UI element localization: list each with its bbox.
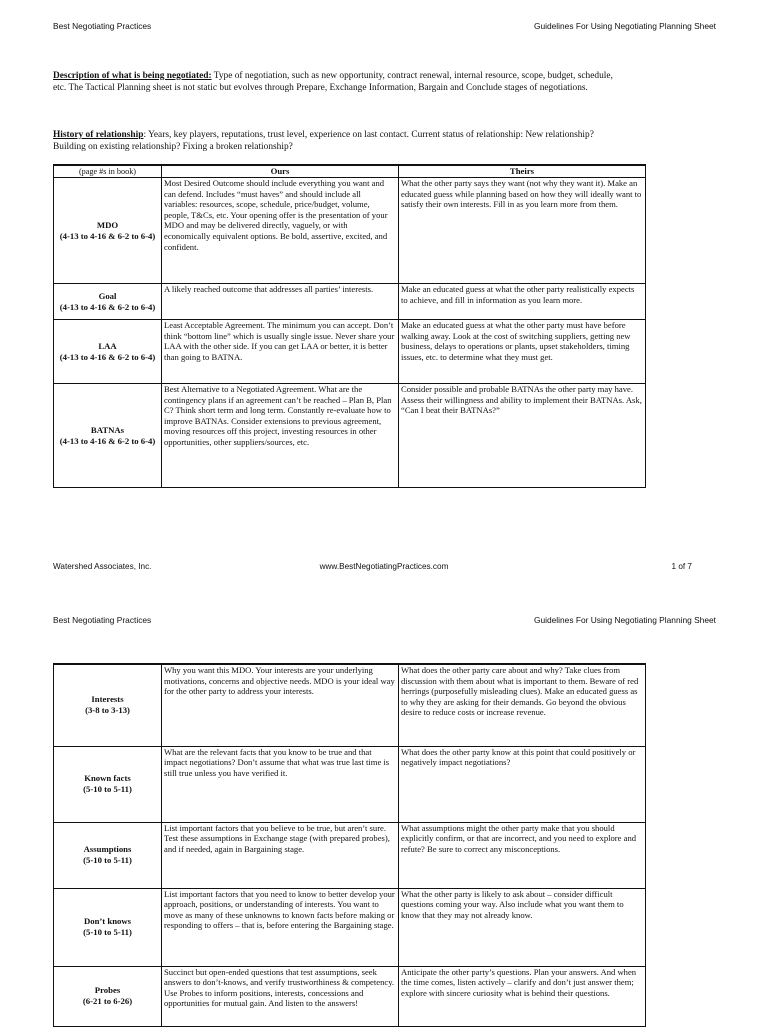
theirs-text: Consider possible and probable BATNAs the other party may have. Assess their willingness and ability to implement their BATNAs. Ask, “Can I beat their BATNAs?” — [401, 384, 642, 416]
row-pages: (5-10 to 5-11) — [83, 784, 132, 794]
theirs-text: What the other party says they want (not why they want it). Make an educated guess while planning based on how they will ideally want to satisfy their own interests. Fill in as you learn more from them. — [401, 178, 642, 210]
page-2 — [0, 590, 768, 1024]
row-name: MDO — [96, 219, 119, 230]
row-name: Interests — [91, 694, 124, 705]
history-paragraph — [53, 130, 625, 153]
table-row-goal — [54, 284, 646, 320]
row-pages: (6-21 to 6-26) — [82, 996, 133, 1006]
row-pages: (4-13 to 4-16 & 6-2 to 6-4) — [59, 301, 156, 312]
description-label: Description of what is being negotiated: — [53, 71, 212, 81]
row-label — [54, 178, 162, 284]
row-pages: (5-10 to 5-11) — [83, 927, 132, 937]
table-row-batnas — [54, 384, 646, 488]
theirs-cell — [399, 822, 646, 888]
page-header — [0, 615, 768, 629]
row-pages: (3-8 to 3-13) — [85, 705, 130, 716]
col-header-pages: (page #s in book) — [54, 165, 162, 178]
row-name: Assumptions — [83, 844, 132, 855]
ours-cell — [162, 664, 399, 746]
row-label — [54, 284, 162, 320]
theirs-text: What does the other party care about and why? Take clues from discussion with them about what is important to them. Beware of red herrings (purposefully misleading clues). Make an educated guess as to why they are asking for their demands. Go beyond the obvious desire to reduce costs or increase revenue. — [401, 665, 639, 718]
history-label: History of relationship — [53, 130, 144, 140]
row-pages: (5-10 to 5-11) — [83, 855, 132, 865]
ours-text: Best Alternative to a Negotiated Agreement. What are the contingency plans if an agreement can’t be reached – Plan B, Plan C? Think short term and long term. Constantly re-evaluate how to improve BATNAs. Consider extensions to previous agreement, moving resources off this project, investing resources in other opportunities, other suppliers/sources, etc. — [164, 384, 392, 447]
row-label — [54, 822, 162, 888]
theirs-cell — [399, 320, 646, 384]
history-text: : Years, key players, reputations, trust level, experience on last contact. Current status of relationship: New relationship? Building on existing relationship? Fixing a broken relationship? — [53, 130, 594, 152]
row-label — [54, 888, 162, 966]
table-row-probes — [54, 966, 646, 1026]
table-row-known-facts — [54, 746, 646, 822]
ours-text: List important factors that you need to know to better develop your approach, positions, or understanding of interests. You want to move as many of these unknowns to known facts before making or responding to offers – that is, before entering the Bargaining stage. — [164, 888, 395, 931]
theirs-cell — [399, 888, 646, 966]
theirs-text: What assumptions might the other party make that you should explicitly confirm, or that are incorrect, and you need to explore and refute? Be sure to correct any misconceptions. — [401, 822, 637, 854]
row-name: Known facts — [84, 773, 131, 784]
description-text: Type of negotiation, such as new opportunity, contract renewal, internal resource, scope, budget, schedule, etc. The Tactical Planning sheet is not static but evolves through Prepare, Exchange Information, Bargain and Conclude stages of negotiations. — [53, 71, 613, 93]
footer-page-number: 1 of 7 — [671, 562, 692, 571]
table-row-interests — [54, 664, 646, 746]
row-pages: (4-13 to 4-16 & 6-2 to 6-4) — [59, 230, 156, 241]
ours-text: Least Acceptable Agreement. The minimum you can accept. Don’t think “bottom line” which is usually single issue. Never share your LAA with the other side. If you can get LAA or better, it is better than going to BATNA. — [164, 320, 395, 362]
planning-table-2 — [53, 663, 646, 1027]
footer-left: Watershed Associates, Inc. — [53, 562, 152, 571]
ours-text: What are the relevant facts that you know to be true and that impact negotiations? Don’t assume that what was true last time is still true unless you have verified it. — [164, 746, 390, 778]
ours-text: Most Desired Outcome should include everything you want and can defend. Includes “must haves” and should include all variables: resources, scope, schedule, price/budget, volume, people, T&Cs, etc. Your opening offer is the presentation of your MDO and may be delivered directly, vaguely, or with economically equivalent options. Be bold, assertive, excited, and confident. — [164, 178, 388, 252]
theirs-cell — [399, 746, 646, 822]
theirs-cell — [399, 178, 646, 284]
footer-center: www.BestNegotiatingPractices.com — [319, 562, 449, 571]
theirs-cell — [399, 284, 646, 320]
table-row-mdo — [54, 178, 646, 284]
row-name: Don’t knows — [83, 916, 132, 927]
row-pages: (4-13 to 4-16 & 6-2 to 6-4) — [59, 351, 156, 362]
theirs-cell — [399, 384, 646, 488]
header-left: Best Negotiating Practices — [53, 21, 152, 31]
row-label — [54, 664, 162, 746]
header-right: Guidelines For Using Negotiating Planning Sheet — [533, 615, 716, 625]
row-label — [54, 384, 162, 488]
row-pages: (4-13 to 4-16 & 6-2 to 6-4) — [59, 435, 156, 446]
table-row-assumptions — [54, 822, 646, 888]
row-name: Probes — [94, 985, 121, 996]
ours-text: List important factors that you believe to be true, but aren’t sure. Test these assumptions in Exchange stage (with prepared probes), and if needed, again in Bargaining stage. — [164, 822, 390, 854]
ours-cell — [162, 888, 399, 966]
ours-cell — [162, 320, 399, 384]
ours-cell — [162, 284, 399, 320]
ours-cell — [162, 178, 399, 284]
header-right: Guidelines For Using Negotiating Planning Sheet — [533, 21, 716, 31]
theirs-text: Make an educated guess at what the other party must have before walking away. Look at the cost of switching suppliers, getting new business, delays to operations or plants, upset stakeholders, timing issues, etc. to determine what they must get. — [401, 320, 631, 362]
ours-cell — [162, 822, 399, 888]
description-paragraph — [53, 71, 625, 94]
page-header — [0, 21, 768, 35]
ours-text: A likely reached outcome that addresses all parties’ interests. — [164, 284, 374, 294]
row-label — [54, 966, 162, 1026]
theirs-cell — [399, 664, 646, 746]
theirs-text: Anticipate the other party’s questions. Plan your answers. And when the time comes, listen actively – clarify and don’t just answer them; explore with sincere curiosity what is behind their questions. — [401, 966, 637, 998]
row-name: BATNAs — [90, 424, 125, 435]
ours-cell — [162, 746, 399, 822]
row-name: LAA — [98, 340, 117, 351]
theirs-text: What the other party is likely to ask about – consider difficult questions coming your way. Also include what you want them to know that they may not already know. — [401, 888, 624, 920]
table-row-dont-knows — [54, 888, 646, 966]
row-label — [54, 746, 162, 822]
header-left: Best Negotiating Practices — [53, 615, 152, 625]
ours-cell — [162, 966, 399, 1026]
theirs-cell — [399, 966, 646, 1026]
row-name: Goal — [98, 290, 117, 301]
col-header-ours: Ours — [162, 165, 399, 178]
col-header-theirs: Theirs — [399, 165, 646, 178]
theirs-text: Make an educated guess at what the other party realistically expects to achieve, and fill in information as you learn more. — [401, 284, 635, 305]
row-label — [54, 320, 162, 384]
table-header-row — [54, 165, 646, 178]
theirs-text: What does the other party know at this point that could positively or negatively impact negotiations? — [401, 746, 636, 768]
planning-table-1 — [53, 164, 646, 488]
ours-text: Succinct but open-ended questions that test assumptions, seek answers to don’t-knows, and verify trustworthiness & competency. Use Probes to inform positions, interests, concessions and opportunities for mutual gain. And listen to the answers! — [164, 966, 395, 1009]
table-row-laa — [54, 320, 646, 384]
ours-text: Why you want this MDO. Your interests are your underlying motivations, concerns and objective needs. MDO is your ideal way for the other party to address your interests. — [164, 665, 395, 697]
ours-cell — [162, 384, 399, 488]
